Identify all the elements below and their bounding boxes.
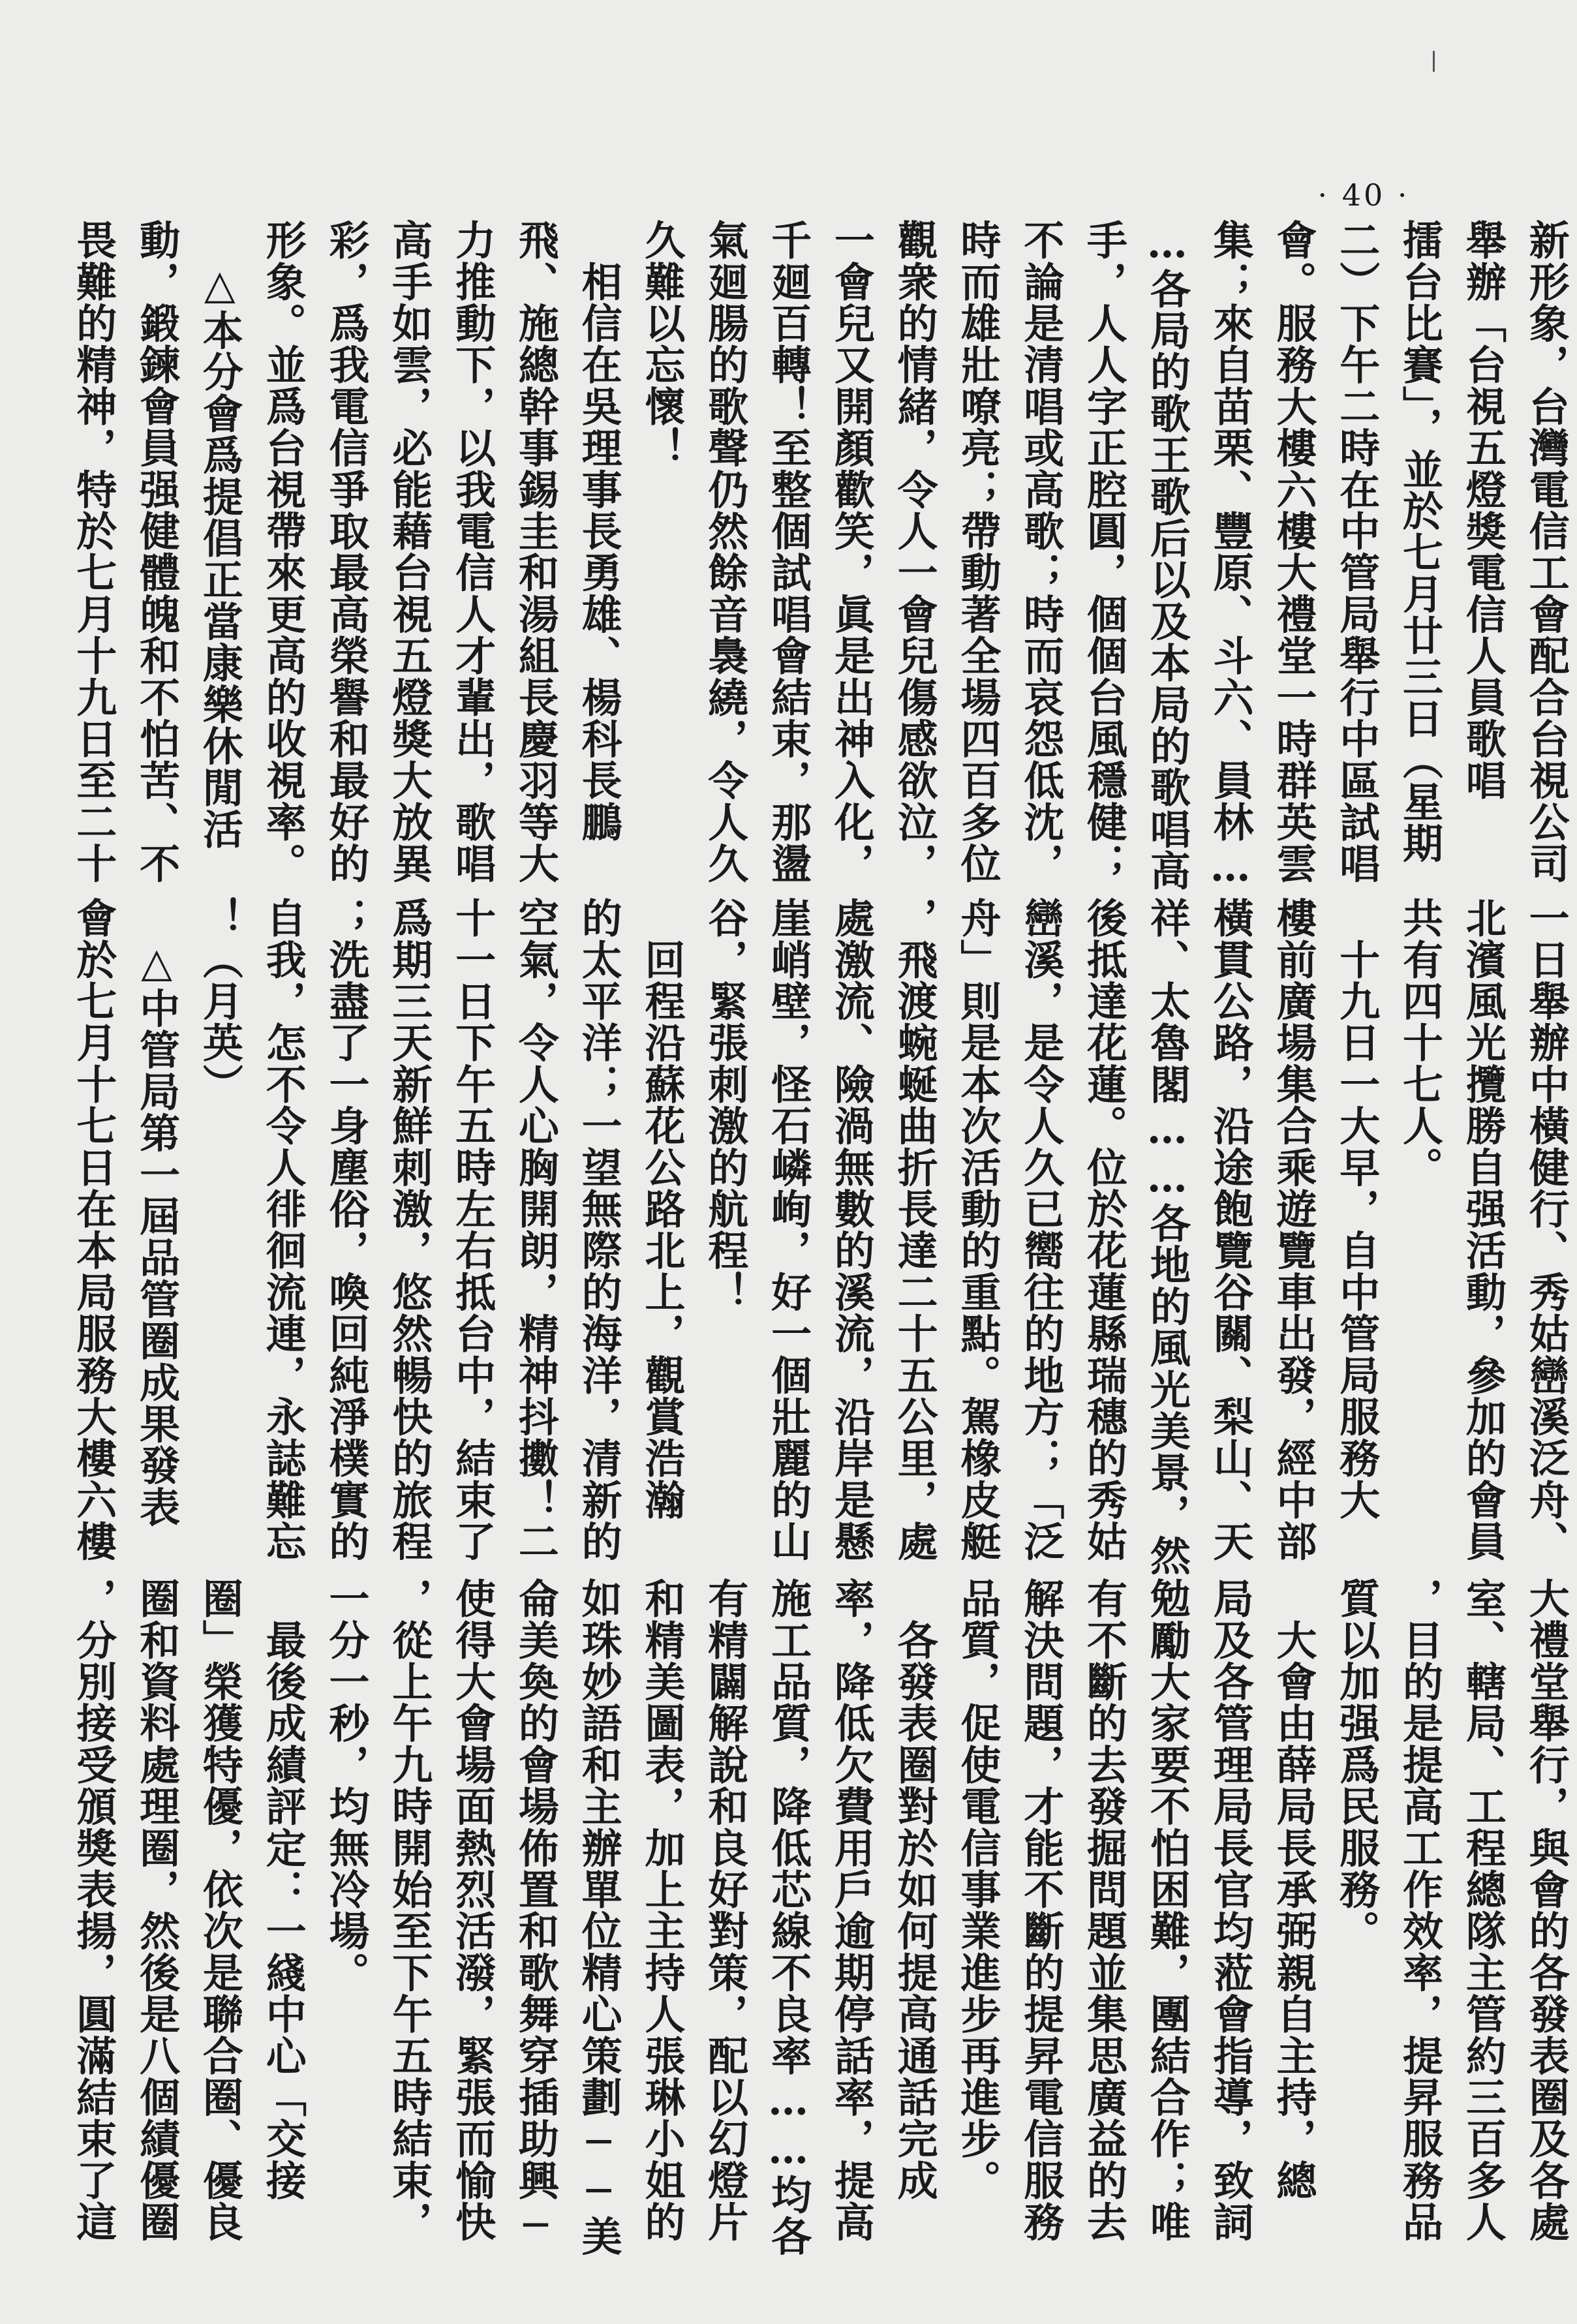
text-columns-top: 新形象，台灣電信工會配合台視公司 舉辦「台視五燈獎電信人員歌唱 擂台比賽」，並於七月廿三日（星期 二）下午二時在中管局舉行中區試唱 會。服務大樓六樓大禮堂一時群英雲 集；來自苗栗、豐原、斗六、員林… …各局的歌王歌后以及本局的歌唱高 手，人人字正腔圓，個個台風穩健； 不論是清唱或高歌；時而哀怨低沈， 時而雄壯嘹亮；帶動著全場四百多位 觀衆的情緒，令人一會兒傷感欲泣， 一會兒又開顏歡笑，眞是出神入化， 千廻百轉！至整個試唱會結束，那盪 氣廻腸的歌聲仍然餘音裊繞，令人久 久難以忘懷！ 相信在吳理事長勇雄、楊科長鵬 飛、施總幹事錫圭和湯組長慶羽等大 力推動下，以我電信人才輩出，歌唱 高手如雲，必能藉台視五燈獎大放異 彩，爲我電信爭取最高榮譽和最好的 形象。並爲台視帶來更高的收視率。 △本分會爲提倡正當康樂休閒活 動，鍛鍊會員强健體魄和不怕苦、不 畏難的精神，特於七月十九日至二十 (69, 219, 1570, 892)
text-columns-bottom: 大禮堂舉行，與會的各發表圈及各處 室、轄局、工程總隊主管約三百多人 ，目的是提高工作效率，提昇服務品 質以加强爲民服務。 大會由薛局長承弼親自主持，總 局及各管理局長官均蒞會指導，致詞 勉勵大家要不怕困難，團結合作；唯 有不斷的去發掘問題並集思廣益的去 解決問題，才能不斷的提昇電信服務 品質，促使電信事業進步再進步。 各發表圈對於如何提高通話完成 率，降低欠費用戶逾期停話率，提高 施工品質，降低芯線不良率……均各 有精闢解說和良好對策，配以幻燈片 和精美圖表，加上主持人張琳小姐的 如珠妙語和主辦單位精心策劃──美 侖美奐的會場佈置和歌舞穿插助興─ 使得大會場面熱烈活潑，緊張而愉快 ，從上午九時開始至下午五時結束， 一分一秒，均無冷場。 最後成績評定：一綫中心「交接 圈」榮獲特優，依次是聯合圈、優良 圈和資料處理圈，然後是八個績優圈 ，分別接受頒獎表揚，圓滿結束了這 (69, 1578, 1570, 2257)
text-block-bottom (61, 1578, 1570, 2257)
margin-tick-mark (1433, 51, 1435, 72)
text-block-middle (61, 897, 1570, 1577)
text-block-top (61, 219, 1570, 892)
text-columns-middle: 一日舉辦中橫健行、秀姑巒溪泛舟、 北濱風光攬勝自强活動，參加的會員 共有四十七人。 十九日一大早，自中管局服務大 樓前廣場集合乘遊覽車出發，經中部 橫貫公路，沿途飽覽谷關、梨山、天 祥、太魯閣……各地的風光美景，然 後抵達花蓮。位於花蓮縣瑞穗的秀姑 巒溪，是令人久已嚮往的地方；「泛 舟」則是本次活動的重點。駕橡皮艇 ，飛渡蜿蜒曲折長達二十五公里，處 處激流、險渦無數的溪流，沿岸是懸 崖峭壁，怪石嶙峋，好一個壯麗的山 谷，緊張刺激的航程！ 回程沿蘇花公路北上，觀賞浩瀚 的太平洋；一望無際的海洋，清新的 空氣，令人心胸開朗，精神抖擻！二 十一日下午五時左右抵台中，結束了 爲期三天新鮮刺激，悠然暢快的旅程 ；洗盡了一身塵俗，喚回純淨樸實的 自我，怎不令人徘徊流連，永誌難忘 ！（月英） △中管局第一屆品管圈成果發表 會於七月十七日在本局服務大樓六樓 (69, 897, 1570, 1577)
page-number: · 40 · (1317, 177, 1410, 213)
